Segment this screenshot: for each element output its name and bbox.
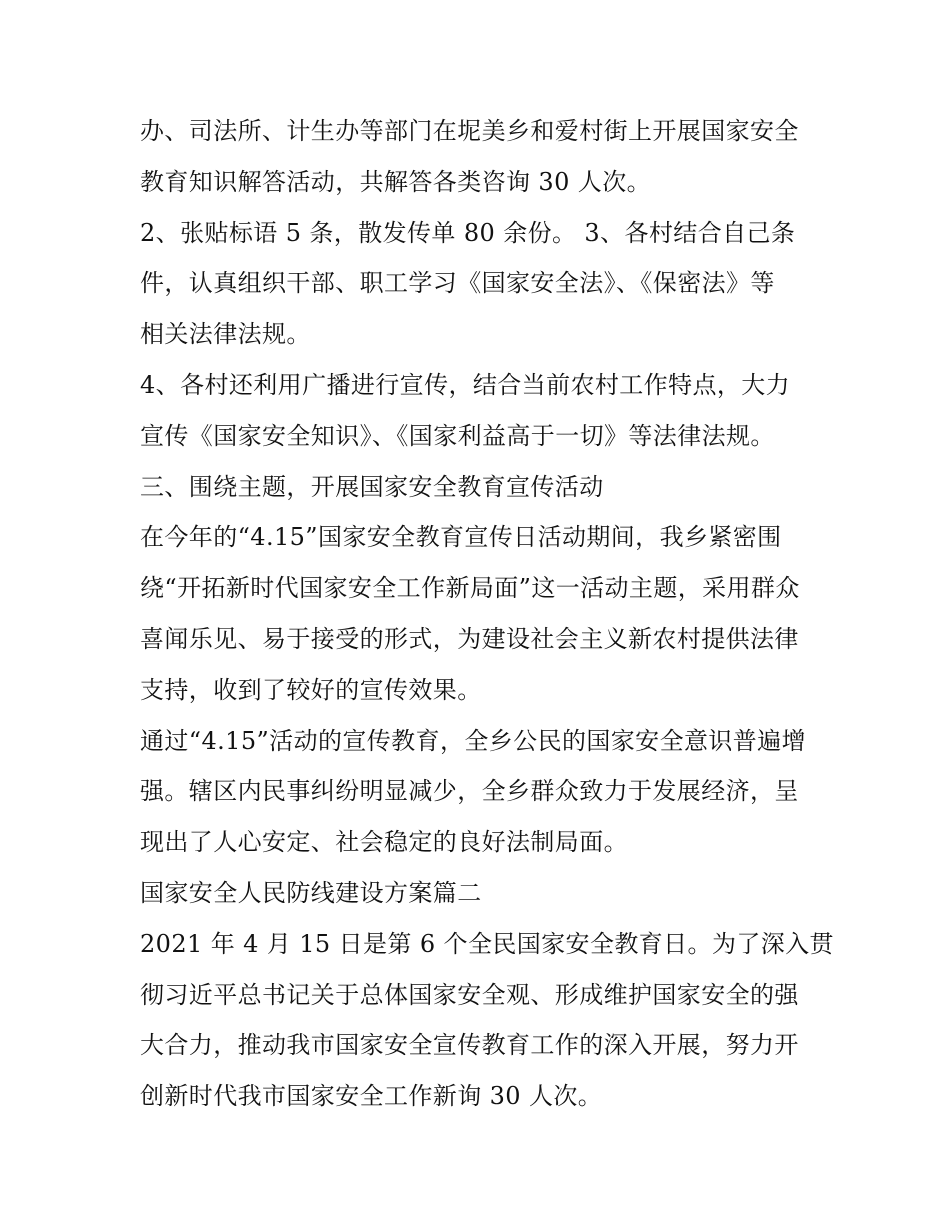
section-heading: 三、围绕主题，开展国家安全教育宣传活动 bbox=[140, 472, 604, 501]
text-line: 2、张贴标语 5 条，散发传单 80 余份。 3、各村结合自己条 bbox=[140, 218, 796, 247]
text-line: 创新时代我市国家安全工作新询 30 人次。 bbox=[140, 1082, 603, 1111]
text-line: 4、各村还利用广播进行宣传，结合当前农村工作特点，大力 bbox=[140, 370, 791, 399]
text-line: 通过“4.15”活动的宣传教育，全乡公民的国家安全意识普遍增 bbox=[140, 726, 806, 755]
document-body bbox=[140, 106, 834, 1122]
text-line: 喜闻乐见、易于接受的形式，为建设社会主义新农村提供法律 bbox=[140, 624, 799, 653]
text-line: 件，认真组织干部、职工学习《国家安全法》、《保密法》等 bbox=[140, 269, 775, 298]
text-line: 办、司法所、计生办等部门在坭美乡和爱村街上开展国家安全 bbox=[140, 117, 799, 145]
text-line: 现出了人心安定、社会稳定的良好法制局面。 bbox=[140, 828, 628, 857]
text-line: 相关法律法规。 bbox=[140, 320, 311, 349]
text-line: 教育知识解答活动，共解答各类咨询 30 人次。 bbox=[140, 167, 651, 196]
text-line: 宣传《国家安全知识》、《国家利益高于一切》等法律法规。 bbox=[140, 421, 775, 450]
text-line: 彻习近平总书记关于总体国家安全观、形成维护国家安全的强 bbox=[140, 980, 799, 1009]
text-line: 大合力，推动我市国家安全宣传教育工作的深入开展，努力开 bbox=[140, 1031, 799, 1060]
text-line: 支持，收到了较好的宣传效果。 bbox=[140, 675, 482, 704]
text-line: 在今年的“4.15”国家安全教育宣传日活动期间，我乡紧密围 bbox=[140, 523, 782, 552]
text-line: 绕“开拓新时代国家安全工作新局面”这一活动主题，采用群众 bbox=[140, 574, 800, 603]
article-subtitle: 国家安全人民防线建设方案篇二 bbox=[140, 878, 482, 907]
text-line: 2021 年 4 月 15 日是第 6 个全民国家安全教育日。为了深入贯 bbox=[140, 929, 834, 958]
text-line: 强。辖区内民事纠纷明显减少，全乡群众致力于发展经济，呈 bbox=[140, 777, 799, 806]
